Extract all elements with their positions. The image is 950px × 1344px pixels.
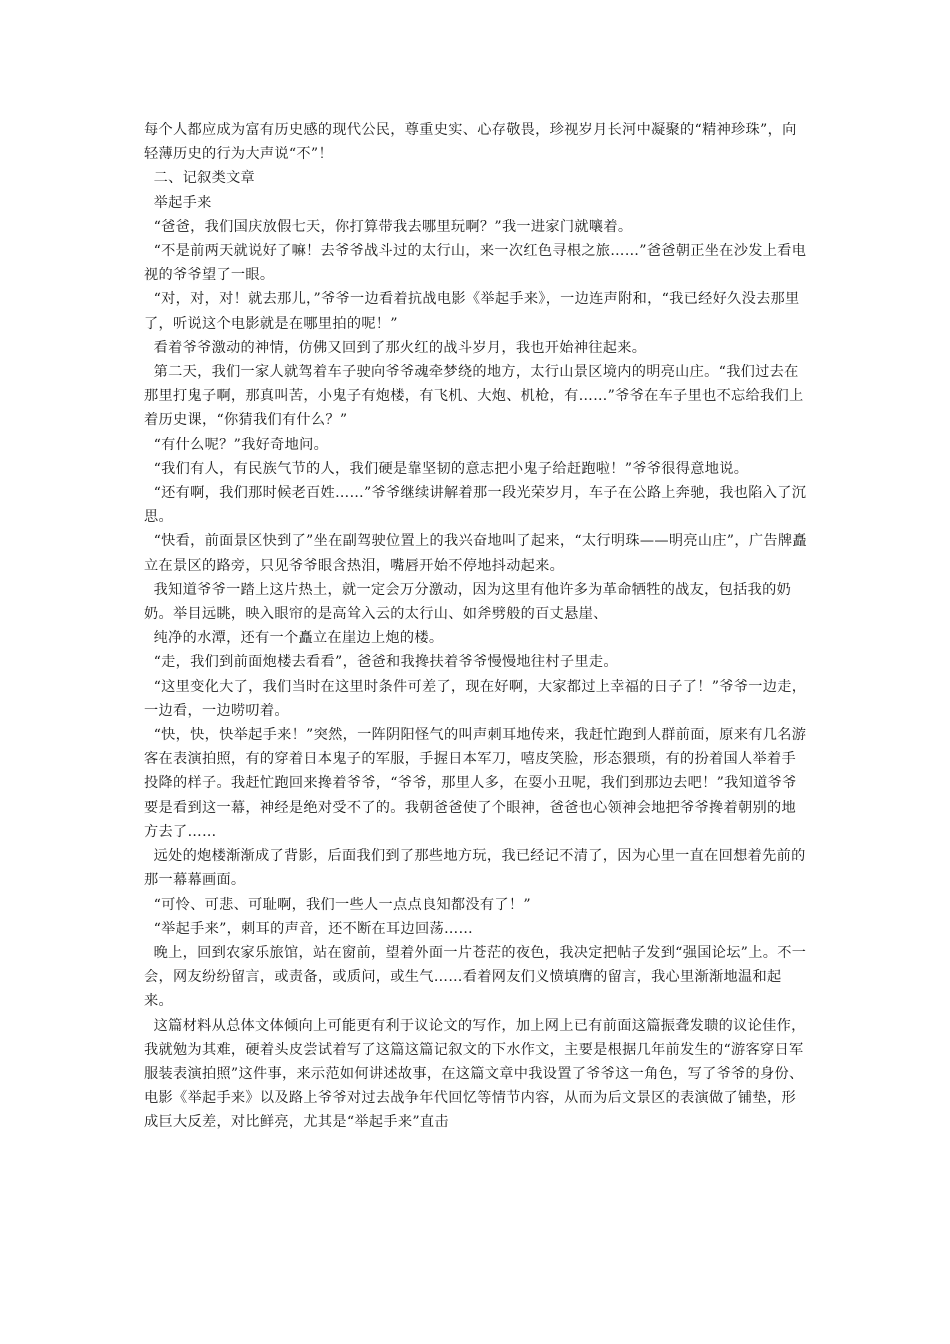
paragraph: “可怜、可悲、可耻啊，我们一些人一点点良知都没有了！” <box>144 896 531 913</box>
paragraph: “我们有人，有民族气节的人，我们硬是靠坚韧的意志把小鬼子给赶跑啦！”爷爷很得意地说。 <box>144 460 749 477</box>
paragraph: “还有啊，我们那时候老百姓……”爷爷继续讲解着那一段光荣岁月，车子在公路上奔驰，我也陷入了沉思。 <box>144 485 807 526</box>
paragraph: 看着爷爷激动的神情，仿佛又回到了那火红的战斗岁月，我也开始神往起来。 <box>144 339 647 356</box>
paragraph-commentary: 这篇材料从总体文体倾向上可能更有利于议论文的写作，加上网上已有前面这篇振聋发聩的议论佳作，我就勉为其难，硬着头皮尝试着写了这篇这篇记叙文的下水作文，主要是根据几年前发生的“游客穿日军服装表演拍照”这件事，来示范如何讲述故事，在这篇文章中我设置了爷爷这一角色，写了爷爷的身份、电影《举起手来》以及路上爷爷对过去战争年代回忆等情节内容，从而为后文景区的表演做了铺垫，形成巨大反差，对比鲜亮，尤其是“举起手来”直击 <box>144 1017 806 1131</box>
paragraph: “爸爸，我们国庆放假七天，你打算带我去哪里玩啊？”我一进家门就嚷着。 <box>144 218 633 235</box>
paragraph: “快看，前面景区快到了”坐在副驾驶位置上的我兴奋地叫了起来，“太行明珠——明亮山庄”，广告牌矗立在景区的路旁，只见爷爷眼含热泪，嘴唇开始不停地抖动起来。 <box>144 533 807 574</box>
paragraph: “有什么呢？”我好奇地问。 <box>144 436 329 453</box>
paragraph: “对，对，对！就去那儿，”爷爷一边看着抗战电影《举起手来》，一边连声附和，“我已经好久没去那里了，听说这个电影就是在哪里拍的呢！” <box>144 291 800 332</box>
paragraph: 晚上，回到农家乐旅馆，站在窗前，望着外面一片苍茫的夜色，我决定把帖子发到“强国论坛”上。不一会，网友纷纷留言，或责备，或质问，或生气……看着网友们义愤填膺的留言，我心里渐渐地温和起来。 <box>144 944 807 1010</box>
paragraph: 纯净的水潭，还有一个矗立在崖边上炮的楼。 <box>144 630 444 647</box>
paragraph: 我知道爷爷一踏上这片热土，就一定会万分激动，因为这里有他许多为革命牺牲的战友，包括我的奶奶。举目远眺，映入眼帘的是高耸入云的太行山、如斧劈般的百丈悬崖、 <box>144 581 792 623</box>
essay-title: 举起手来 <box>144 194 212 211</box>
paragraph: “这里变化大了，我们当时在这里时条件可差了，现在好啊，大家都过上幸福的日子了！”爷爷一边走，一边看，一边唠叨着。 <box>144 678 807 719</box>
paragraph: 远处的炮楼渐渐成了背影，后面我们到了那些地方玩，我已经记不清了，因为心里一直在回想着先前的那一幕幕画面。 <box>144 848 806 889</box>
section-heading-narrative: 二、记叙类文章 <box>144 170 256 187</box>
paragraph: “不是前两天就说好了嘛！去爷爷战斗过的太行山，来一次红色寻根之旅……”爸爸朝正坐在沙发上看电视的爷爷望了一眼。 <box>144 243 807 284</box>
paragraph: “举起手来”，刺耳的声音，还不断在耳边回荡…… <box>144 920 473 937</box>
paragraph: “快，快，快举起手来！”突然，一阵阴阳怪气的叫声刺耳地传来，我赶忙跑到人群前面，原来有几名游客在表演拍照，有的穿着日本鬼子的军服，手握日本军刀，嘻皮笑脸，形态猥琐，有的扮着国人举着手投降的样子。我赶忙跑回来搀着爷爷，“爷爷，那里人多，在耍小丑呢，我们到那边去吧！”我知道爷爷要是看到这一幕，神经是绝对受不了的。我朝爸爸使了个眼神，爸爸也心领神会地把爷爷搀着朝别的地方去了…… <box>144 727 807 840</box>
paragraph-intro-conclusion: 每个人都应成为富有历史感的现代公民，尊重史实、心存敬畏，珍视岁月长河中凝聚的“精神珍珠”，向轻薄历史的行为大声说“不”！ <box>144 122 797 163</box>
document-page <box>144 118 810 1135</box>
paragraph: 第二天，我们一家人就驾着车子驶向爷爷魂牵梦绕的地方，太行山景区境内的明亮山庄。“我们过去在那里打鬼子啊，那真叫苦，小鬼子有炮楼，有飞机、大炮、机枪，有……”爷爷在车子里也不忘给我们上着历史课，“你猜我们有什么？” <box>144 364 804 429</box>
paragraph: “走，我们到前面炮楼去看看”，爸爸和我搀扶着爷爷慢慢地往村子里走。 <box>144 654 618 671</box>
